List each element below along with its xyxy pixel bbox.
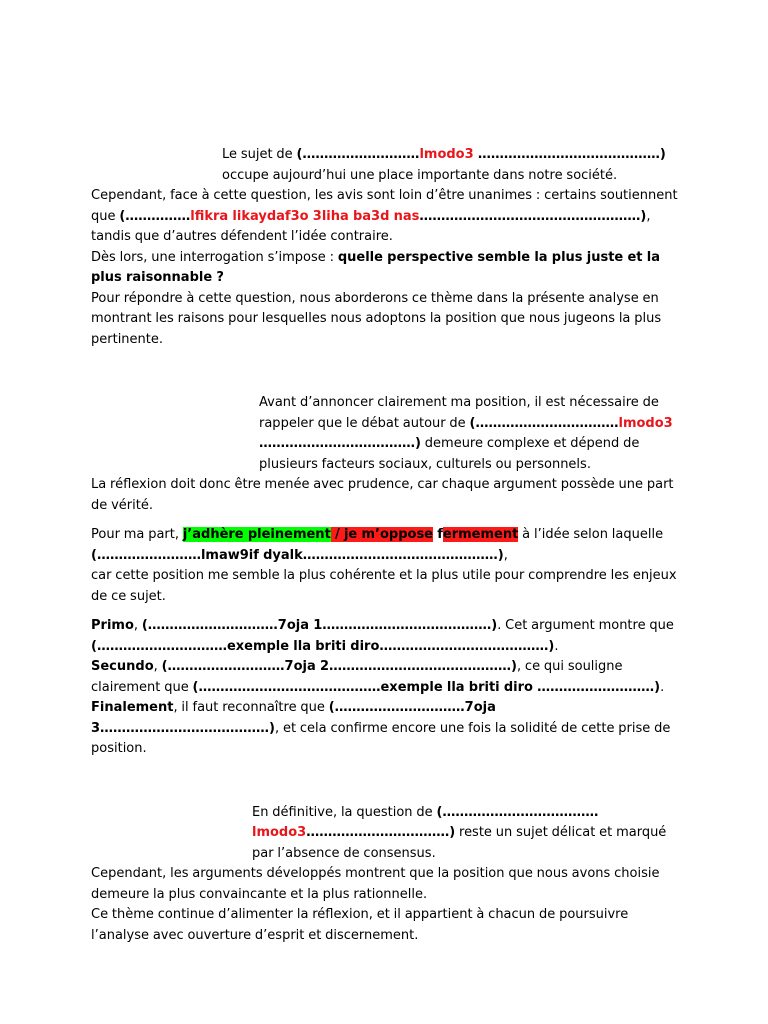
placeholder-open: (……………………… [296,147,420,162]
argument-finalement [91,698,681,760]
paragraph-gap [91,350,681,393]
placeholder-open: (……………………………… [436,804,599,820]
development-section [91,393,681,760]
body-sentence-4: car cette position me semble la plus cohérente et la plus utile pour comprendre les enjeux de ce sujet. [91,568,677,604]
conclusion-text: reste un sujet délicat et marqué par l’absence de consensus. [252,825,667,861]
document-body [91,145,681,946]
finalement-label: Finalement [91,700,174,715]
body-text: . [554,638,559,654]
conclusion-sentence-3: Ce thème continue d’alimenter la réflexion, et il appartient à chacun de poursuivre l’analyse avec ouverture d’esprit et discernement. [91,907,629,943]
body-text: Pour ma part, [91,527,183,542]
intro-sentence-2 [91,186,681,248]
body-text: , [133,618,142,633]
paragraph-gap [91,607,681,616]
position-statement [91,525,681,566]
body-text: , et cela confirme encore une fois la solidité de cette prise de position. [91,720,671,756]
placeholder-argument-3: (…………………………7oja 3…………………………………) [91,700,496,736]
argument-secundo [91,657,681,698]
intro-text: Cependant, face à cette question, les avis sont loin d’être unanimes : certains soutiennent que [91,188,678,224]
placeholder-opposing-idea: lfikra likaydaf3o 3liha ba3d nas [190,208,420,224]
body-text: à l’idée selon laquelle [518,527,664,542]
argument-primo [91,616,681,657]
conclusion-sentence-1 [91,803,681,865]
intro-sentence-4: Pour répondre à cette question, nous aborderons ce thème dans la présente analyse en montrant les raisons pour lesquelles nous adoptons la position que nous jugeons la plus pertinente. [91,290,662,347]
conclusion-text: En définitive, la question de [252,804,437,820]
placeholder-position: (……………………lmaw9if dyalk………………………………………) [91,547,504,563]
placeholder-argument-2: (………………………7oja 2……………………………………) [161,659,517,674]
intro-text: occupe aujourd’hui une place importante dans notre société. [222,167,618,183]
intro-text: Le sujet de [222,147,297,162]
placeholder-close: ……………………………………) [473,147,666,162]
placeholder-close: ……………………………………………) [419,208,647,224]
placeholder-open: (…………………………… [469,415,619,431]
placeholder-example-2: (……………………………………exemple lla briti diro ………………………) [192,679,661,695]
agree-option-highlight: j’adhère pleinement [182,527,331,542]
placeholder-topic: lmodo3 [618,415,673,431]
body-text: , il faut reconnaître que [173,700,329,715]
primo-label: Primo [91,618,134,633]
paragraph-gap [91,516,681,525]
secundo-label: Secundo [91,659,154,674]
intro-text: Dès lors, une interrogation s’impose : [91,249,338,265]
conclusion-sentence-2: Cependant, les arguments développés montrent que la position que nous avons choisie demeure la plus convaincante et la plus rationnelle. [91,866,660,902]
body-text: demeure complexe et dépend de plusieurs facteurs sociaux, culturels ou personnels. [259,436,640,472]
introduction-section [91,145,681,350]
placeholder-open: (…………… [119,208,191,224]
body-text: . Cet argument montre que [497,618,674,633]
adverb-highlight: ermement [442,527,519,542]
intro-sentence-1 [91,145,681,186]
placeholder-close: ……………………………) [306,825,456,840]
intro-text: , tandis que d’autres défendent l’idée contraire. [91,208,651,244]
placeholder-topic: lmodo3 [252,825,307,840]
body-sentence-1 [91,393,681,475]
body-sentence-2: La réflexion doit donc être menée avec prudence, car chaque argument possède une part de vérité. [91,477,674,513]
body-text: , ce qui souligne clairement que [91,659,623,695]
conclusion-section [91,803,681,947]
placeholder-argument-1: (…………………………7oja 1…………………………………) [141,618,498,633]
adverb-fragment: f [433,527,443,542]
oppose-option-highlight: / je m’oppose [330,527,433,542]
placeholder-example-1: (…………………………exemple lla briti diro…………………………………) [91,638,555,654]
placeholder-topic: lmodo3 [419,147,474,162]
paragraph-gap [91,760,681,803]
intro-sentence-3 [91,248,681,289]
body-text: , [153,659,162,674]
body-text: Avant d’annoncer clairement ma position, il est nécessaire de rappeler que le débat autour de [259,395,659,431]
problem-question: quelle perspective semble la plus juste et la plus raisonnable ? [91,249,660,285]
body-text: . [660,679,665,695]
body-text: , [503,547,508,563]
placeholder-close: ………………………………) [259,436,421,451]
